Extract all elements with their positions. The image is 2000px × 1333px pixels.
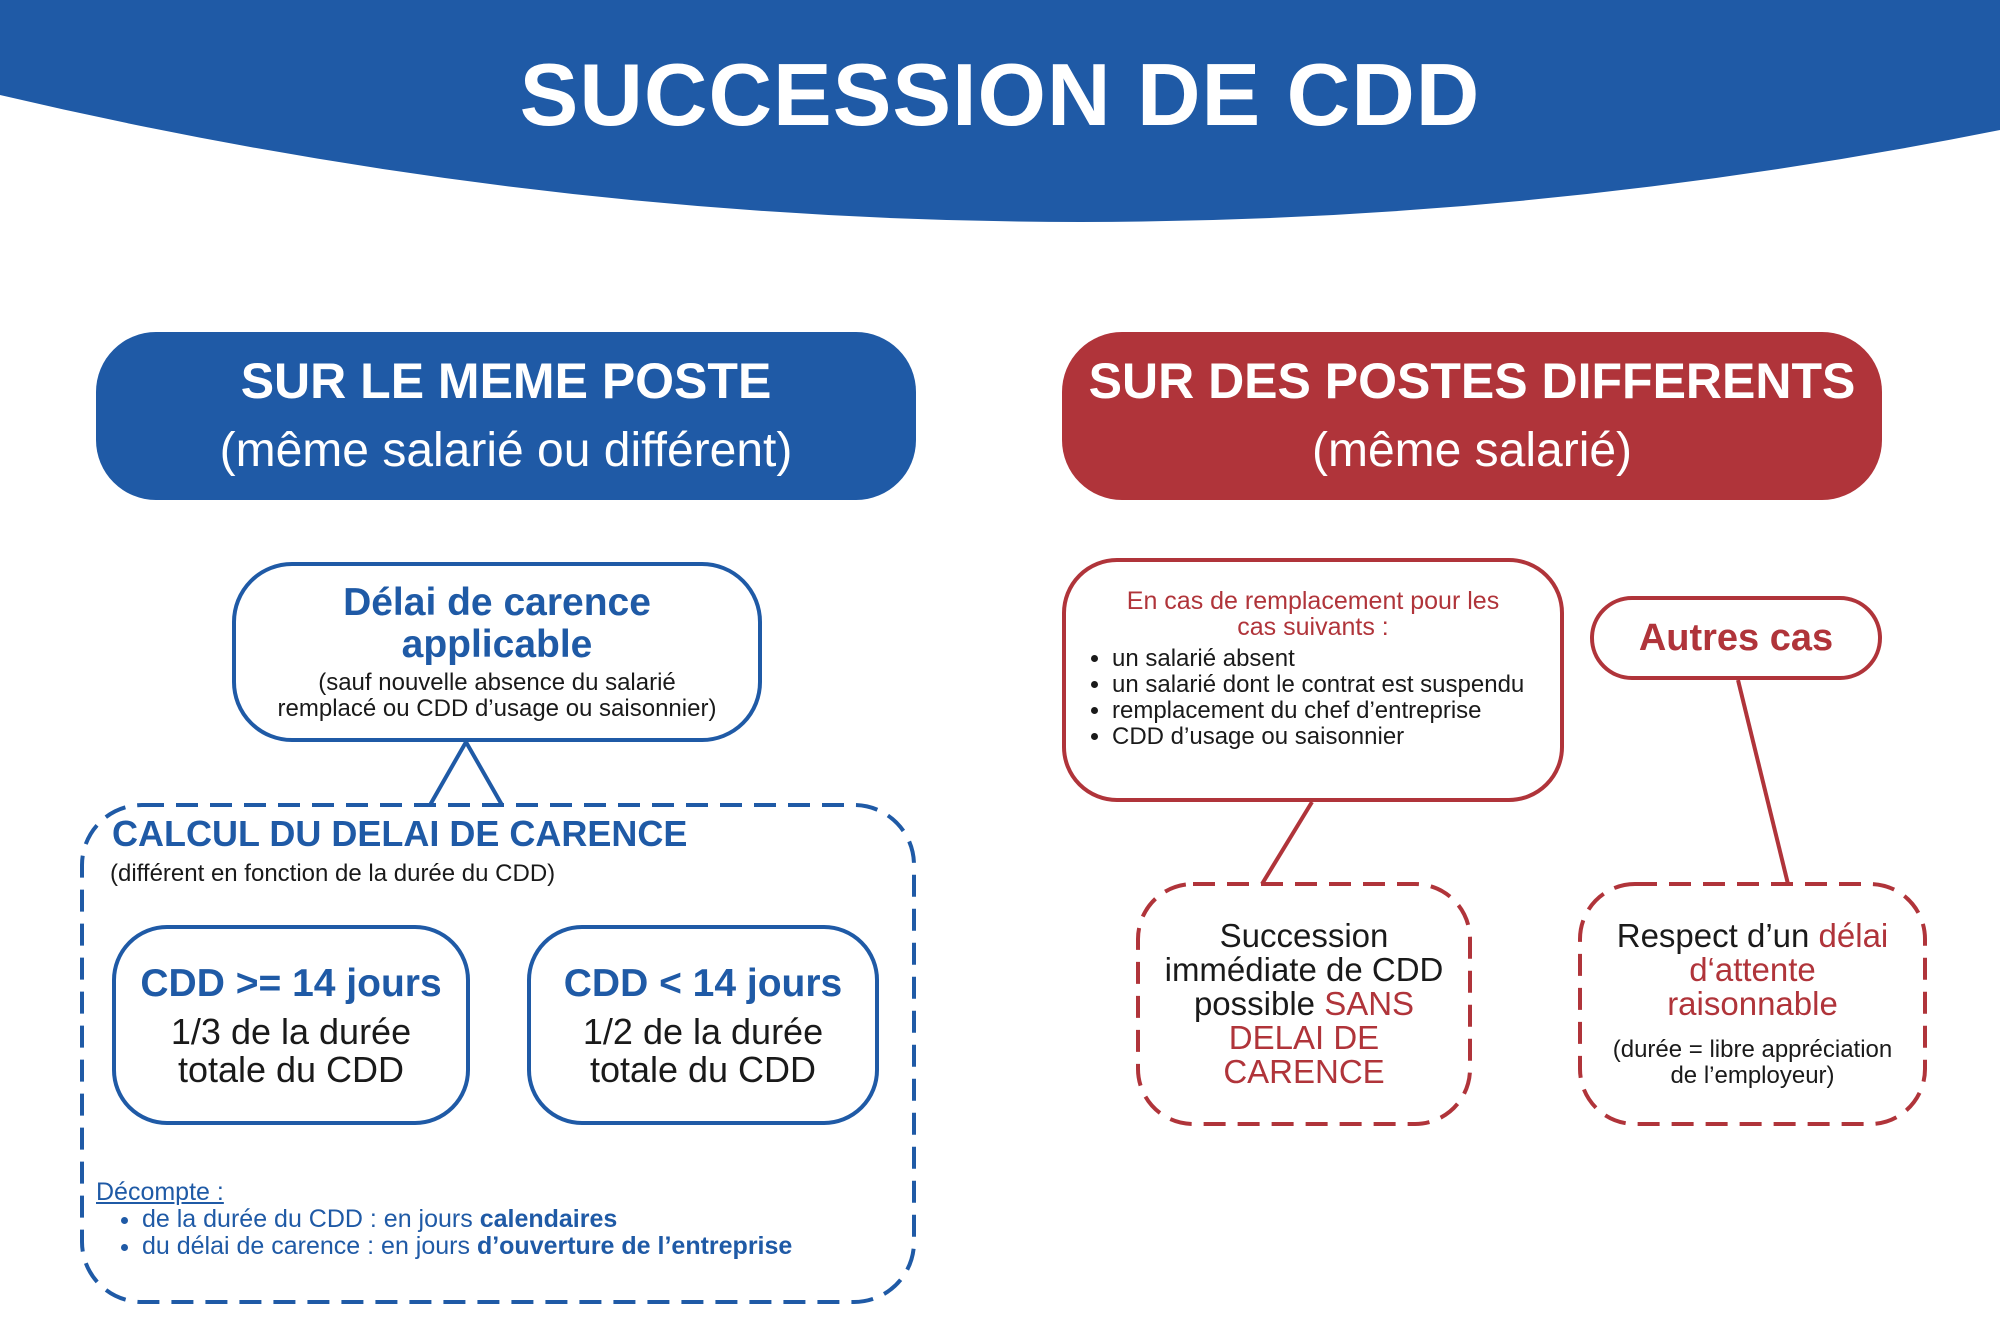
case-item: • CDD d’usage ou saisonnier <box>1112 724 1542 750</box>
different-posts-subtitle: (même salarié) <box>1311 424 1633 477</box>
cdd-lt-14-line1: 1/2 de la durée <box>582 1011 824 1052</box>
succession-line2: immédiate de CDD <box>1164 951 1444 988</box>
same-post-subtitle: (même salarié ou différent) <box>219 424 793 477</box>
respect-line1: Respect d’un délai <box>1616 917 1889 954</box>
different-posts-header <box>1062 332 1882 500</box>
decompte-item: • du délai de carence : en jours d’ouverture de l’entreprise <box>142 1233 916 1260</box>
delai-title-line1: Délai de carence <box>343 581 651 624</box>
page-title: SUCCESSION DE CDD <box>519 45 1481 144</box>
succession-line4: DELAI DE <box>1228 1019 1380 1056</box>
autres-cas-label: Autres cas <box>1638 616 1834 659</box>
same-post-header <box>96 332 916 500</box>
cdd-ge-14-title: CDD >= 14 jours <box>140 962 442 1005</box>
respect-note-line2: de l’employeur) <box>1670 1062 1835 1089</box>
delai-note-line1: (sauf nouvelle absence du salarié <box>318 669 676 696</box>
cdd-ge-14-box <box>112 925 470 1125</box>
respect-line3: raisonnable <box>1667 985 1838 1022</box>
cases-intro-line1: En cas de remplacement pour les <box>1126 587 1500 615</box>
decompte-item: • de la durée du CDD : en jours calendaires <box>142 1206 916 1233</box>
calcul-subtitle: (différent en fonction de la durée du CDD) <box>110 860 556 887</box>
succession-line3: possible SANS <box>1193 985 1415 1022</box>
case-item: • un salarié dont le contrat est suspendu <box>1112 672 1542 698</box>
cdd-lt-14-line2: totale du CDD <box>589 1049 817 1090</box>
decompte-list <box>96 1206 916 1260</box>
cdd-lt-14-title: CDD < 14 jours <box>563 962 843 1005</box>
cases-box <box>1062 558 1564 802</box>
succession-box <box>1138 884 1470 1124</box>
cdd-ge-14-line1: 1/3 de la durée <box>170 1011 412 1052</box>
different-posts-title: SUR DES POSTES DIFFERENTS <box>1088 353 1856 409</box>
succession-line5: CARENCE <box>1223 1053 1385 1090</box>
cdd-lt-14-box <box>527 925 879 1125</box>
delai-title-line2: applicable <box>401 623 593 666</box>
cdd-ge-14-line2: totale du CDD <box>177 1049 405 1090</box>
cases-intro-line2: cas suivants : <box>1237 613 1389 641</box>
cases-list <box>1084 646 1542 750</box>
case-item: • un salarié absent <box>1112 646 1542 672</box>
respect-line2: d‘attente <box>1689 951 1816 988</box>
same-post-title: SUR LE MEME POSTE <box>240 353 772 409</box>
case-item: • remplacement du chef d’entreprise <box>1112 698 1542 724</box>
calcul-title: CALCUL DU DELAI DE CARENCE <box>112 813 688 854</box>
delai-carence-box <box>232 562 762 742</box>
respect-box <box>1580 884 1925 1124</box>
autres-cas-box <box>1590 596 1882 680</box>
delai-note-line2: remplacé ou CDD d’usage ou saisonnier) <box>277 695 717 722</box>
succession-line1: Succession <box>1219 917 1389 954</box>
decompte-section <box>96 1178 916 1260</box>
respect-note-line1: (durée = libre appréciation <box>1612 1036 1893 1063</box>
decompte-label: Décompte : <box>96 1178 224 1206</box>
